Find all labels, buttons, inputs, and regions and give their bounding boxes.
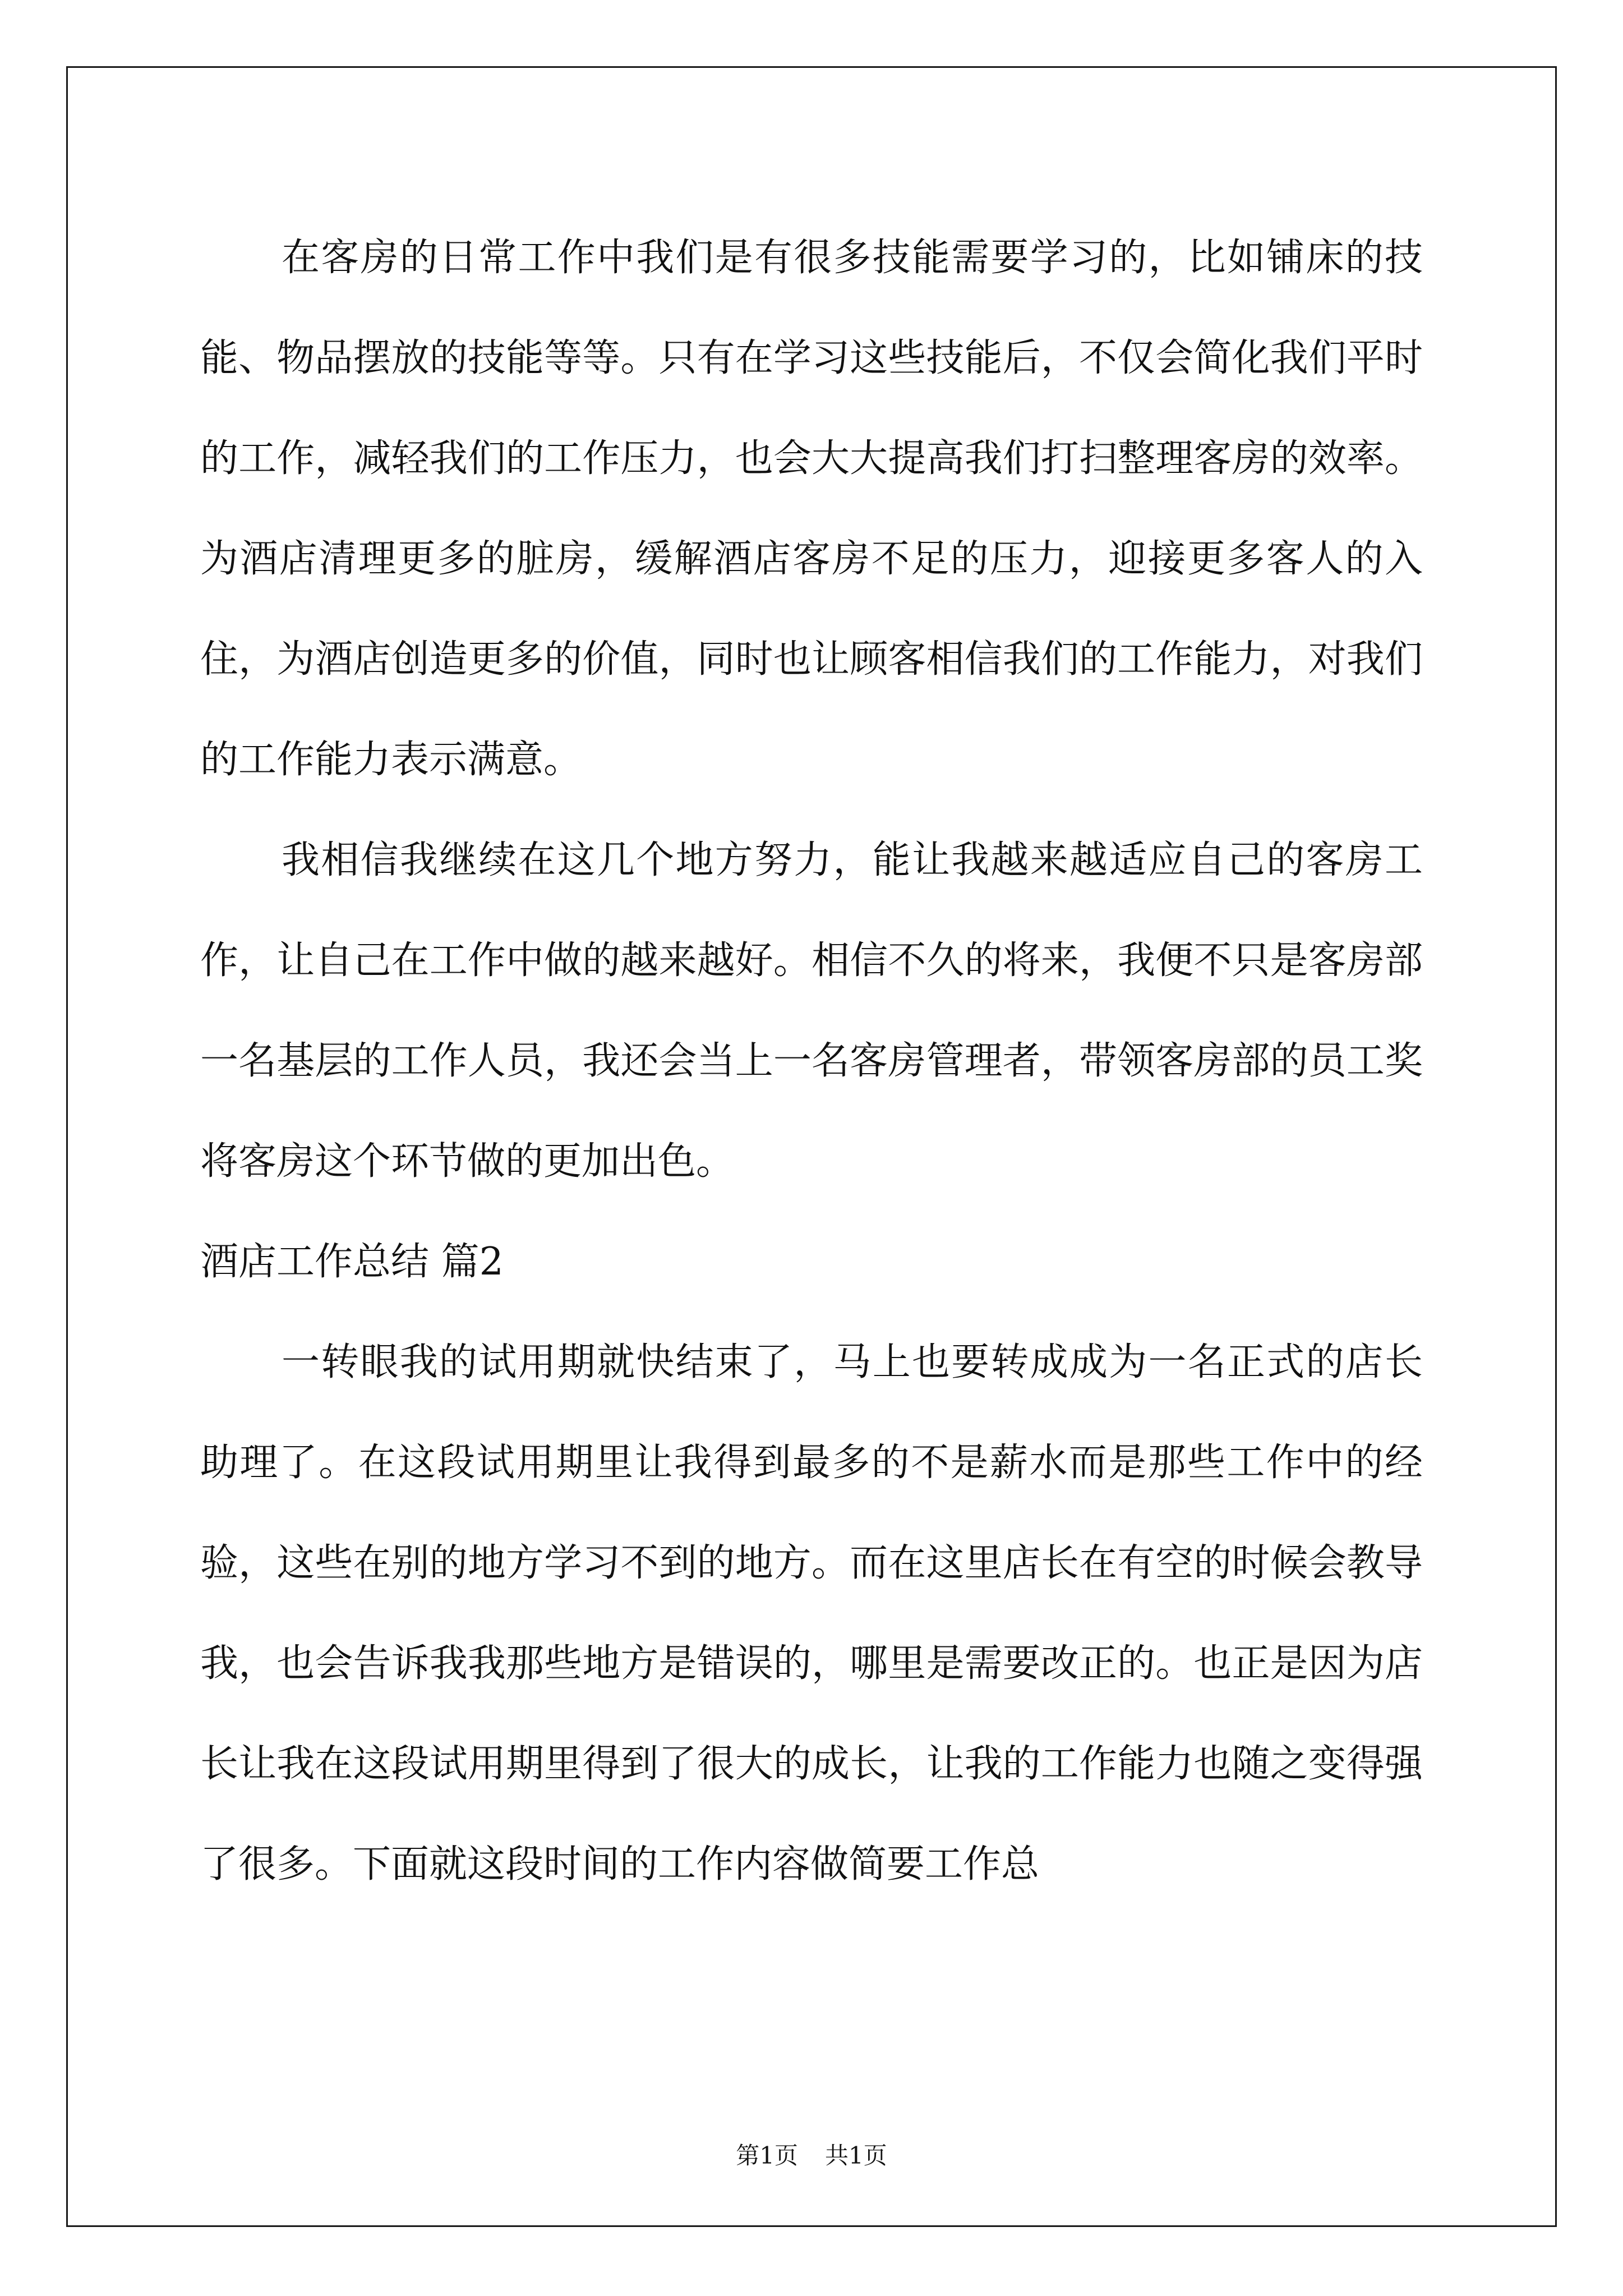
paragraph-2: 我相信我继续在这几个地方努力，能让我越来越适应自己的客房工作，让自己在工作中做的越来越好。相信不久的将来，我便不只是客房部一名基层的工作人员，我还会当上一名客房管理者，带领客房部的员工奖将客房这个环节做的更加出色。 xyxy=(200,838,1423,1184)
page-footer xyxy=(0,2137,1623,2171)
document-body xyxy=(200,208,1423,1915)
paragraph-3: 一转眼我的试用期就快结束了，马上也要转成成为一名正式的店长助理了。在这段试用期里让我得到最多的不是薪水而是那些工作中的经验，这些在别的地方学习不到的地方。而在这里店长在有空的时候会教导我，也会告诉我我那些地方是错误的，哪里是需要改正的。也正是因为店长让我在这段试用期里得到了很大的成长，让我的工作能力也随之变得强了很多。下面就这段时间的工作内容做简要工作总 xyxy=(200,1340,1423,1887)
page-number-current: 第1页 xyxy=(736,2142,798,2169)
page-number-total: 共1页 xyxy=(825,2142,887,2169)
paragraph-1: 在客房的日常工作中我们是有很多技能需要学习的，比如铺床的技能、物品摆放的技能等等。只有在学习这些技能后，不仅会简化我们平时的工作，减轻我们的工作压力，也会大大提高我们打扫整理客房的效率。为酒店清理更多的脏房，缓解酒店客房不足的压力，迎接更多客人的入住，为酒店创造更多的价值，同时也让顾客相信我们的工作能力，对我们的工作能力表示满意。 xyxy=(200,236,1423,782)
section-heading: 酒店工作总结 篇2 xyxy=(200,1240,504,1284)
